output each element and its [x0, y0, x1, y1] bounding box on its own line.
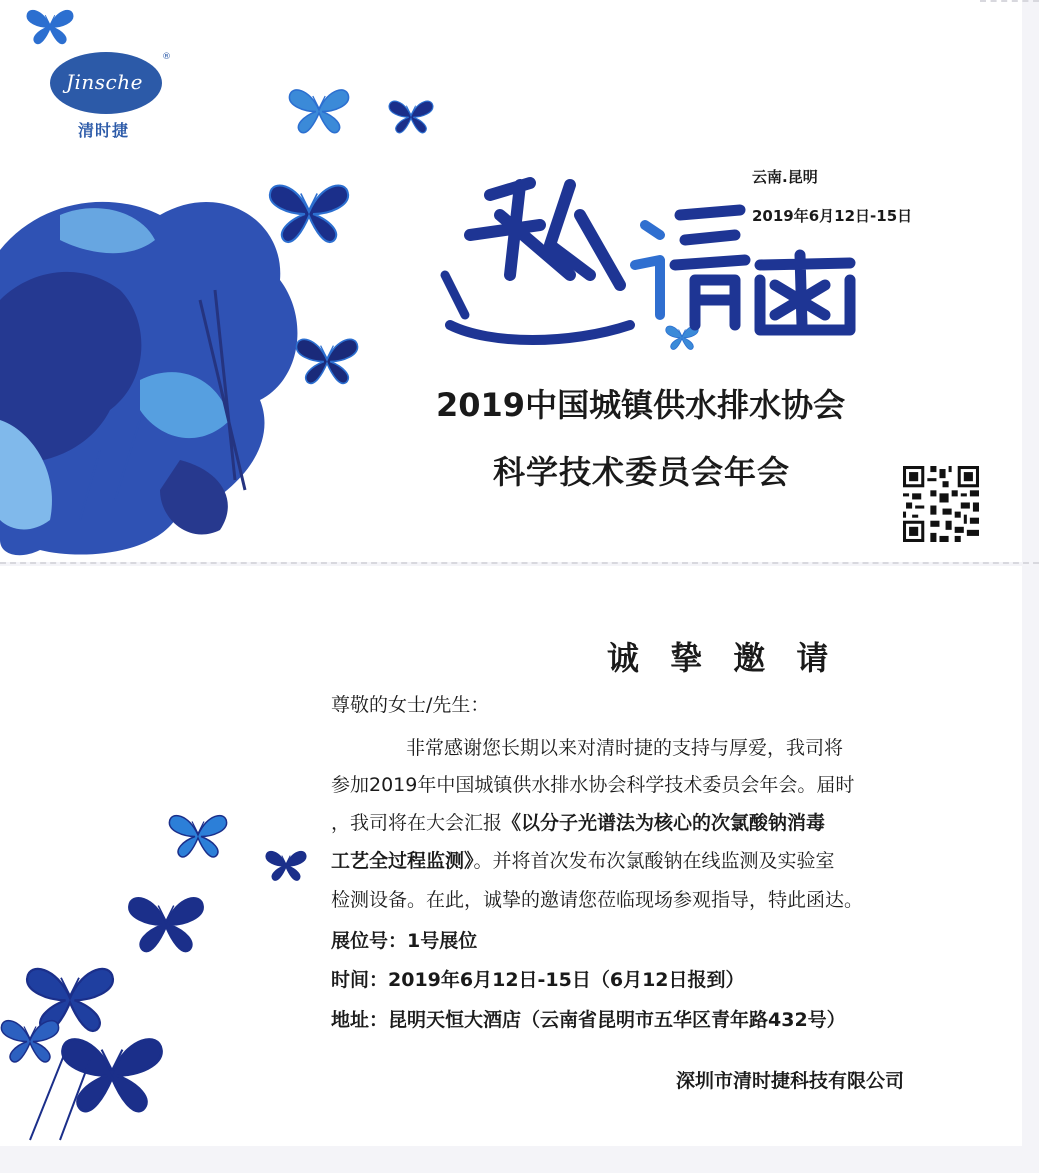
perforation-divider	[0, 562, 1039, 568]
paragraph-text: 。并将首次发布次氯酸钠在线监测及实验室	[473, 850, 835, 872]
top-perforation	[980, 0, 1039, 2]
invitation-title	[430, 155, 870, 375]
logo-chinese-name: 清时捷	[78, 121, 130, 140]
paragraph-line: 参加2019年中国城镇供水排水协会科学技术委员会年会。届时	[331, 774, 855, 796]
qr-code-icon[interactable]	[903, 466, 979, 542]
salutation: 尊敬的女士/先生：	[331, 694, 490, 716]
paragraph-line: 检测设备。在此，诚挚的邀请您莅临现场参观指导，特此函达。	[331, 889, 864, 911]
event-name-line-2: 科学技术委员会年会	[493, 453, 791, 491]
paragraph-line: 非常感谢您长期以来对清时捷的支持与厚爱，我司将	[406, 737, 844, 759]
event-address: 地址：昆明天恒大酒店（云南省昆明市五华区青年路432号）	[331, 1009, 846, 1031]
registered-mark: ®	[162, 52, 171, 62]
event-time: 时间：2019年6月12日-15日（6月12日报到）	[331, 969, 745, 991]
event-location: 云南.昆明	[752, 168, 818, 186]
report-title-part-1: 《以分子光谱法为核心的次氯酸钠消毒	[502, 812, 826, 834]
report-title-part-2: 工艺全过程监测》	[331, 850, 474, 872]
event-dates: 2019年6月12日-15日	[752, 207, 913, 225]
paragraph-line	[331, 846, 835, 873]
logo-brand-text: Jinsche	[66, 70, 143, 94]
calligraphy-title	[430, 155, 870, 375]
event-name-line-1: 2019中国城镇供水排水协会	[436, 386, 846, 424]
booth-number: 展位号：1号展位	[331, 930, 478, 952]
paragraph-text: ，我司将在大会汇报	[331, 812, 503, 834]
letter-heading: 诚 挚 邀 请	[607, 639, 839, 677]
jinsche-logo	[50, 52, 170, 147]
paragraph-line	[331, 808, 825, 835]
company-signature: 深圳市清时捷科技有限公司	[676, 1070, 905, 1092]
